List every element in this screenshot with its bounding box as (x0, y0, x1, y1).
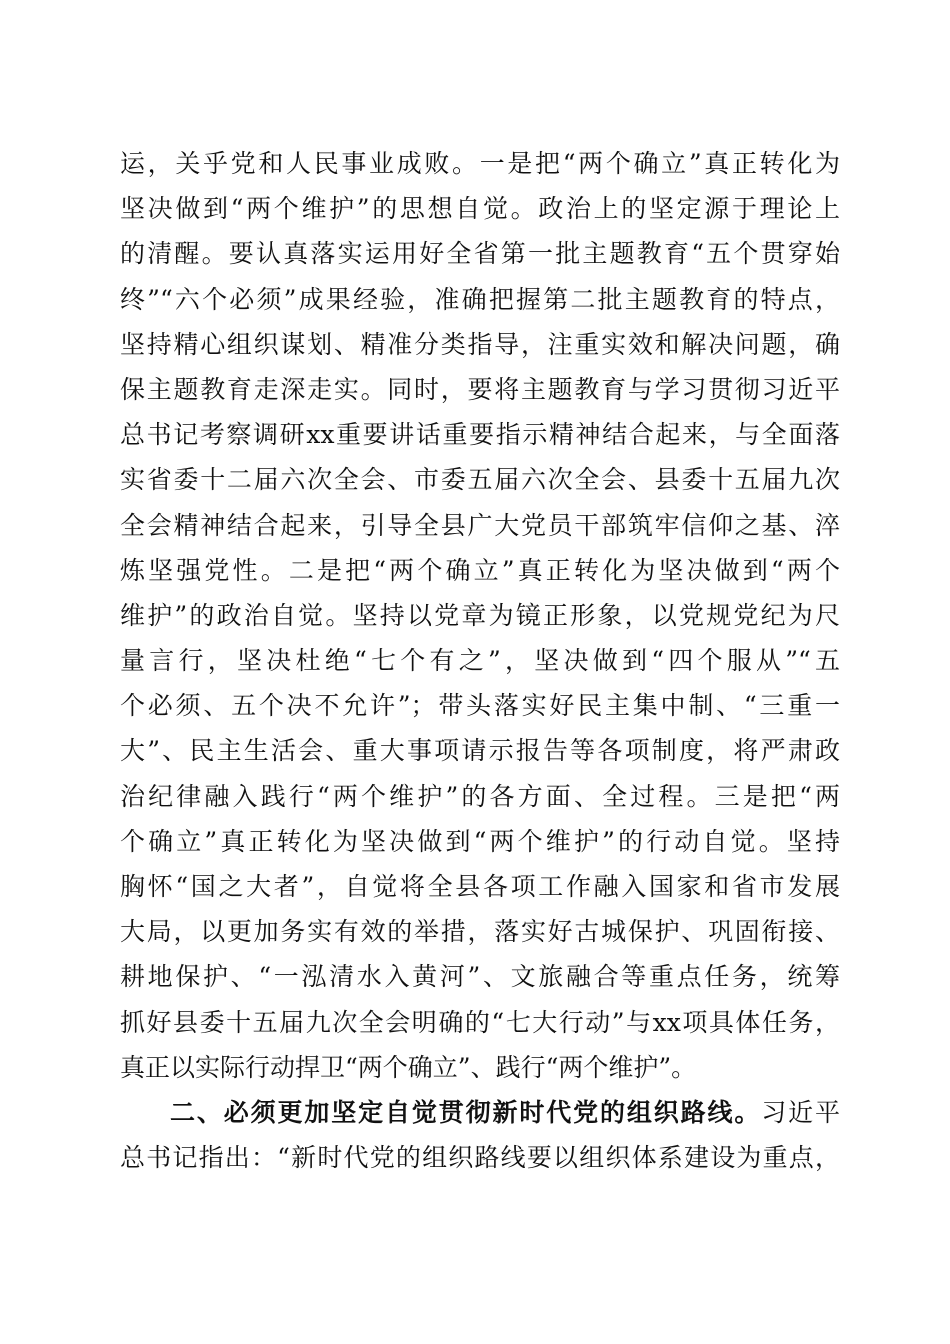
paragraph-line: 大”、民主生活会、重大事项请示报告等各项制度，将严肃政 (120, 736, 840, 766)
section-heading-tail: 习近平 (761, 1097, 840, 1127)
paragraph-line: 胸怀“国之大者”，自觉将全县各项工作融入国家和省市发展 (120, 872, 840, 901)
paragraph-line: 维护”的政治自觉。坚持以党章为镜正形象，以党规党纪为尺 (120, 600, 840, 630)
paragraph-line: 治纪律融入践行“两个维护”的各方面、全过程。三是把“两 (120, 781, 840, 811)
paragraph-line: 总书记考察调研xx重要讲话重要指示精神结合起来，与全面落 (120, 420, 840, 450)
paragraph-line: 耕地保护、“一泓清水入黄河”、文旅融合等重点任务，统筹 (120, 962, 840, 992)
paragraph-line: 终”“六个必须”成果经验，准确把握第二批主题教育的特点， (120, 284, 840, 314)
paragraph-line: 个确立”真正转化为坚决做到“两个维护”的行动自觉。坚持 (120, 826, 840, 856)
paragraph-line: 全会精神结合起来，引导全县广大党员干部筑牢信仰之基、淬 (120, 510, 840, 540)
document-body (120, 141, 840, 1180)
paragraph-line: 抓好县委十五届九次全会明确的“七大行动”与xx项具体任务， (120, 1007, 840, 1037)
section-heading-line (120, 1090, 840, 1135)
paragraph-line: 保主题教育走深走实。同时，要将主题教育与学习贯彻习近平 (120, 374, 840, 404)
paragraph-line: 的清醒。要认真落实运用好全省第一批主题教育“五个贯穿始 (120, 239, 840, 269)
paragraph-line: 炼坚强党性。二是把“两个确立”真正转化为坚决做到“两个 (120, 555, 840, 585)
paragraph-line: 坚决做到“两个维护”的思想自觉。政治上的坚定源于理论上 (120, 194, 840, 224)
paragraph-line: 运，关乎党和人民事业成败。一是把“两个确立”真正转化为 (120, 149, 840, 178)
paragraph-line: 实省委十二届六次全会、市委五届六次全会、县委十五届九次 (120, 465, 840, 495)
paragraph-line: 总书记指出：“新时代党的组织路线要以组织体系建设为重点， (120, 1143, 840, 1173)
paragraph-last-line: 真正以实际行动捍卫“两个确立”、践行“两个维护”。 (120, 1052, 697, 1082)
section-heading: 二、必须更加坚定自觉贯彻新时代党的组织路线。 (170, 1097, 762, 1127)
paragraph-line: 量言行，坚决杜绝“七个有之”，坚决做到“四个服从”“五 (120, 646, 840, 676)
paragraph-line: 大局，以更加务实有效的举措，落实好古城保护、巩固衔接、 (120, 917, 840, 947)
paragraph-line: 个必须、五个决不允许”；带头落实好民主集中制、“三重一 (120, 691, 840, 721)
paragraph-line: 坚持精心组织谋划、精准分类指导，注重实效和解决问题，确 (120, 329, 840, 359)
